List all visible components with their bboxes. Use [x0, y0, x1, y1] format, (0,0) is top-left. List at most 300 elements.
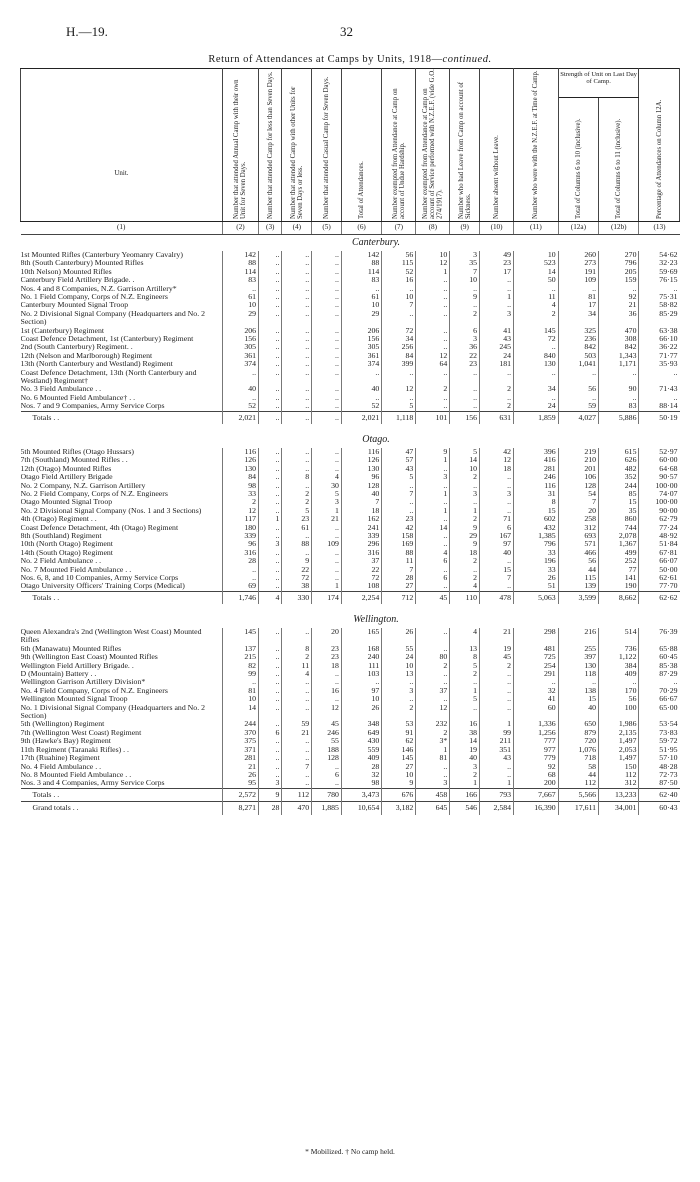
value-cell: .. — [259, 473, 282, 481]
value-cell: 31 — [514, 490, 559, 498]
value-cell: 53 — [382, 720, 416, 728]
value-cell: .. — [416, 293, 450, 301]
value-cell: 200 — [514, 779, 559, 788]
value-cell: 156 — [341, 335, 381, 343]
value-cell: 4 — [312, 473, 342, 481]
unit-name: 12th (Nelson and Marlborough) Regiment — [20, 351, 153, 360]
value-cell: 191 — [558, 268, 598, 276]
value-cell: 97 — [341, 687, 381, 695]
table-row — [21, 507, 680, 515]
value-cell: .. — [450, 498, 480, 506]
value-cell: 10 — [450, 276, 480, 284]
value-cell: 62·79 — [639, 515, 680, 523]
value-cell: 99 — [222, 670, 258, 678]
value-cell: 1,497 — [599, 737, 639, 745]
value-cell: 54·62 — [639, 251, 680, 259]
value-cell: 481 — [514, 645, 559, 653]
col3-header: Number that attended Camp for less than Seven Days. — [259, 69, 282, 222]
value-cell: 145 — [222, 628, 258, 645]
value-cell: 4 — [450, 628, 480, 645]
title-continued: continued. — [442, 54, 492, 65]
value-cell: 83 — [599, 402, 639, 411]
value-cell: 26 — [222, 771, 258, 779]
value-cell: 14 — [450, 456, 480, 464]
value-cell: 76·39 — [639, 628, 680, 645]
value-cell: 796 — [599, 259, 639, 267]
value-cell: 3 — [450, 335, 480, 343]
value-cell: .. — [259, 549, 282, 557]
value-cell: 240 — [341, 653, 381, 661]
column-number: (11) — [514, 222, 559, 235]
value-cell: 111 — [341, 662, 381, 670]
value-cell: 82 — [222, 662, 258, 670]
value-cell: 725 — [514, 653, 559, 661]
value-cell: .. — [382, 695, 416, 703]
value-cell: 466 — [558, 549, 598, 557]
value-cell: .. — [382, 394, 416, 402]
column-number-row — [21, 222, 680, 235]
value-cell: 3 — [480, 490, 514, 498]
unit-name: D (Mountain) Battery . . — [20, 670, 97, 679]
table-row — [21, 653, 680, 661]
value-cell: 7 — [558, 498, 598, 506]
table-row — [21, 582, 680, 591]
value-cell: 840 — [514, 352, 559, 360]
value-cell: 75·31 — [639, 293, 680, 301]
value-cell: 2 — [282, 653, 312, 661]
value-cell: .. — [312, 385, 342, 393]
column-header-row — [21, 69, 680, 98]
value-cell: 40 — [341, 385, 381, 393]
value-cell: 130 — [341, 465, 381, 473]
value-cell: 3 — [450, 490, 480, 498]
value-cell: .. — [416, 670, 450, 678]
value-cell: 15 — [514, 507, 559, 515]
value-cell: 7 — [450, 268, 480, 276]
value-cell: 28 — [259, 802, 282, 815]
value-cell: 8 — [282, 473, 312, 481]
value-cell: 50 — [514, 276, 559, 284]
table-row — [21, 327, 680, 335]
value-cell: 62 — [382, 737, 416, 745]
value-cell: .. — [282, 276, 312, 284]
value-cell: 10 — [222, 301, 258, 309]
value-cell: 34 — [382, 335, 416, 343]
table-row — [21, 301, 680, 309]
value-cell: 26 — [382, 628, 416, 645]
value-cell: 60·45 — [639, 653, 680, 661]
value-cell: 190 — [599, 582, 639, 591]
value-cell: 38 — [282, 582, 312, 591]
value-cell: .. — [312, 251, 342, 259]
strength-header: Strength of Unit on Last Day of Camp. — [558, 69, 639, 98]
value-cell: 169 — [382, 540, 416, 548]
value-cell: 80 — [416, 653, 450, 661]
table-row — [21, 687, 680, 695]
value-cell: 1 — [416, 268, 450, 276]
value-cell: 523 — [514, 259, 559, 267]
col8-header: Number exempted from Attendance at Camp on account of Service performed with N.Z.E.F. (vide G.O. 274/1917). — [416, 69, 450, 222]
value-cell: 5 — [450, 695, 480, 703]
value-cell: 112 — [282, 788, 312, 801]
value-cell: 3 — [382, 687, 416, 695]
value-cell: .. — [480, 473, 514, 481]
value-cell: .. — [416, 276, 450, 284]
value-cell: .. — [259, 276, 282, 284]
col9-header: Number who had Leave from Camp on account of Sickness. — [450, 69, 480, 222]
value-cell: .. — [222, 566, 258, 574]
value-cell: .. — [312, 402, 342, 411]
value-cell: 87·29 — [639, 670, 680, 678]
value-cell: .. — [312, 301, 342, 309]
value-cell: 10 — [222, 695, 258, 703]
value-cell: 51·95 — [639, 746, 680, 754]
value-cell: 34 — [558, 310, 598, 327]
value-cell: 9 — [259, 788, 282, 801]
value-cell: 7 — [480, 574, 514, 582]
unit-name: Grand totals . . — [21, 802, 223, 815]
value-cell: 2 — [450, 574, 480, 582]
value-cell: 720 — [558, 737, 598, 745]
table-row — [21, 771, 680, 779]
value-cell: 20 — [312, 628, 342, 645]
value-cell: .. — [259, 532, 282, 540]
value-cell: 210 — [558, 456, 598, 464]
value-cell: 312 — [558, 524, 598, 532]
value-cell: 1 — [480, 293, 514, 301]
value-cell: .. — [282, 285, 312, 293]
value-cell: 650 — [558, 720, 598, 728]
value-cell: 796 — [514, 540, 559, 548]
value-cell: 7 — [382, 490, 416, 498]
value-cell: 61 — [222, 293, 258, 301]
value-cell: 1 — [259, 515, 282, 523]
value-cell: .. — [312, 532, 342, 540]
value-cell: 4 — [259, 591, 282, 604]
value-cell: .. — [599, 369, 639, 386]
value-cell: 61 — [341, 293, 381, 301]
value-cell: .. — [312, 695, 342, 703]
table-row — [21, 498, 680, 506]
value-cell: 325 — [558, 327, 598, 335]
value-cell: 19 — [480, 645, 514, 653]
table-row — [21, 343, 680, 351]
table-row — [21, 385, 680, 393]
value-cell: 62·61 — [639, 574, 680, 582]
value-cell: 146 — [382, 746, 416, 754]
value-cell: .. — [282, 385, 312, 393]
value-cell: 5 — [282, 507, 312, 515]
value-cell: 50·19 — [639, 411, 680, 424]
value-cell: .. — [450, 482, 480, 490]
section-heading-row — [21, 432, 680, 448]
value-cell: .. — [222, 394, 258, 402]
unit-name: No. 1 Field Company, Corps of N.Z. Engineers — [20, 293, 168, 301]
value-cell: 52 — [222, 402, 258, 411]
value-cell: 40 — [558, 704, 598, 721]
value-cell: 165 — [341, 628, 381, 645]
value-cell: 98 — [341, 779, 381, 788]
table-row — [21, 465, 680, 473]
value-cell: 631 — [480, 411, 514, 424]
value-cell: .. — [282, 310, 312, 327]
value-cell: 32 — [341, 771, 381, 779]
value-cell: 88 — [282, 540, 312, 548]
col12b-header: Total of Columns 6 to 11 (inclusive). — [599, 98, 639, 222]
value-cell: 40 — [450, 754, 480, 762]
value-cell: 3 — [312, 498, 342, 506]
value-cell: 546 — [450, 802, 480, 815]
unit-name: Nos. 6, 8, and 10 Companies, Army Service Corps — [20, 573, 179, 582]
value-cell: 69 — [222, 582, 258, 591]
value-cell: .. — [259, 456, 282, 464]
value-cell: 63·38 — [639, 327, 680, 335]
value-cell: 116 — [222, 448, 258, 456]
value-cell: 2,254 — [341, 591, 381, 604]
value-cell: 112 — [558, 779, 598, 788]
value-cell: 1,171 — [599, 360, 639, 368]
value-cell: .. — [259, 498, 282, 506]
value-cell: .. — [282, 327, 312, 335]
unit-name: 7th (Wellington West Coast) Regiment — [20, 728, 142, 737]
value-cell: 9 — [382, 779, 416, 788]
value-cell: .. — [282, 352, 312, 360]
value-cell: 470 — [282, 802, 312, 815]
value-cell: 36 — [599, 310, 639, 327]
value-cell: 126 — [222, 456, 258, 464]
value-cell: .. — [282, 360, 312, 368]
value-cell: 58·82 — [639, 301, 680, 309]
value-cell: 26 — [514, 574, 559, 582]
value-cell: .. — [259, 507, 282, 515]
value-cell: 2 — [282, 490, 312, 498]
value-cell: 64·68 — [639, 465, 680, 473]
value-cell: .. — [259, 402, 282, 411]
unit-name: Canterbury Field Artillery Brigade. . — [20, 276, 135, 285]
value-cell: .. — [382, 678, 416, 686]
value-cell: .. — [416, 327, 450, 335]
value-cell: 2 — [450, 473, 480, 481]
value-cell: 56 — [558, 557, 598, 565]
value-cell: 14 — [450, 737, 480, 745]
col6-header: Total of Attendances. — [341, 69, 381, 222]
value-cell: .. — [282, 335, 312, 343]
value-cell: 9 — [282, 557, 312, 565]
unit-name: 10th (North Otago) Regiment — [20, 540, 113, 549]
value-cell: .. — [599, 678, 639, 686]
value-cell: 416 — [514, 456, 559, 464]
value-cell: .. — [282, 259, 312, 267]
table-row — [21, 729, 680, 737]
unit-name: No. 1 Divisional Signal Company (Headquarters and No. 2 Section) — [20, 703, 205, 721]
footnote: * Mobilized. † No camp held. — [305, 1147, 395, 1156]
value-cell: .. — [282, 704, 312, 721]
value-cell: 59 — [558, 402, 598, 411]
value-cell: 110 — [450, 591, 480, 604]
value-cell: 16 — [382, 276, 416, 284]
value-cell: 1 — [450, 687, 480, 695]
value-cell: .. — [259, 582, 282, 591]
value-cell: .. — [259, 746, 282, 754]
value-cell: .. — [312, 411, 342, 424]
value-cell: 9 — [416, 448, 450, 456]
unit-name: No. 4 Field Ambulance . . — [20, 762, 102, 771]
value-cell: 2,021 — [341, 411, 381, 424]
value-cell: 18 — [312, 662, 342, 670]
unit-name: Otago Mounted Signal Troop — [20, 498, 113, 507]
value-cell: 2,572 — [222, 788, 258, 801]
value-cell: .. — [514, 343, 559, 351]
value-cell: .. — [259, 293, 282, 301]
value-cell: 409 — [599, 670, 639, 678]
value-cell: .. — [259, 557, 282, 565]
value-cell: .. — [259, 268, 282, 276]
value-cell: 2 — [450, 557, 480, 565]
unit-name: No. 2 Divisional Signal Company (Headquarters and No. 2 Section) — [20, 309, 205, 327]
value-cell: 118 — [558, 670, 598, 678]
value-cell: 375 — [222, 737, 258, 745]
value-cell: 64 — [416, 360, 450, 368]
value-cell: 2 — [480, 402, 514, 411]
value-cell: .. — [312, 549, 342, 557]
unit-name: 12th (Otago) Mounted Rifles — [20, 464, 112, 473]
value-cell: 21 — [312, 515, 342, 523]
value-cell: .. — [222, 285, 258, 293]
value-cell: 17 — [558, 301, 598, 309]
value-cell: 70·29 — [639, 687, 680, 695]
column-number: (8) — [416, 222, 450, 235]
column-number: (12a) — [558, 222, 598, 235]
value-cell: .. — [450, 566, 480, 574]
value-cell: 43 — [382, 465, 416, 473]
value-cell: 83 — [341, 276, 381, 284]
value-cell: 77·70 — [639, 582, 680, 591]
value-cell: .. — [312, 465, 342, 473]
value-cell: 4,027 — [558, 411, 598, 424]
value-cell: 51·84 — [639, 540, 680, 548]
value-cell: 7 — [341, 498, 381, 506]
value-cell: 5,063 — [514, 591, 559, 604]
value-cell: 254 — [514, 662, 559, 670]
value-cell: .. — [416, 402, 450, 411]
value-cell: 62·40 — [639, 788, 680, 801]
value-cell: 351 — [480, 746, 514, 754]
unit-name: Nos. 4 and 8 Companies, N.Z. Garrison Artillery* — [20, 284, 177, 293]
value-cell: 298 — [514, 628, 559, 645]
value-cell: 2 — [450, 310, 480, 327]
col11-header: Number who were with the N.Z.E.F. at Time of Camp. — [514, 69, 559, 222]
value-cell: .. — [480, 301, 514, 309]
value-cell: .. — [416, 335, 450, 343]
value-cell: 206 — [341, 327, 381, 335]
value-cell: 40 — [341, 490, 381, 498]
value-cell: 50·00 — [639, 566, 680, 574]
value-cell: .. — [282, 737, 312, 745]
value-cell: 255 — [558, 645, 598, 653]
value-cell: 72·73 — [639, 771, 680, 779]
value-cell: .. — [259, 352, 282, 360]
value-cell: 5 — [382, 402, 416, 411]
value-cell: 371 — [222, 746, 258, 754]
value-cell: 72 — [341, 574, 381, 582]
value-cell: 308 — [599, 335, 639, 343]
value-cell: 29 — [341, 310, 381, 327]
value-cell: 9 — [450, 524, 480, 532]
value-cell: 246 — [514, 473, 559, 481]
value-cell: 42 — [480, 448, 514, 456]
value-cell: 1,336 — [514, 720, 559, 728]
value-cell: 339 — [222, 532, 258, 540]
value-cell: 2,021 — [222, 411, 258, 424]
value-cell: .. — [341, 369, 381, 386]
value-cell: 15 — [558, 695, 598, 703]
value-cell: .. — [416, 394, 450, 402]
value-cell: 8 — [450, 653, 480, 661]
value-cell: 3,473 — [341, 788, 381, 801]
value-cell: 32 — [514, 687, 559, 695]
value-cell: 23 — [312, 645, 342, 653]
value-cell: 67·81 — [639, 549, 680, 557]
value-cell: 244 — [599, 482, 639, 490]
value-cell: 780 — [312, 788, 342, 801]
value-cell: 62·62 — [639, 591, 680, 604]
value-cell: 87·50 — [639, 779, 680, 788]
value-cell: 23 — [450, 360, 480, 368]
value-cell: 6 — [416, 557, 450, 565]
value-cell: 35 — [599, 507, 639, 515]
value-cell: 1 — [450, 507, 480, 515]
unit-name: Otago Field Artillery Brigade — [20, 473, 113, 482]
value-cell: 130 — [558, 662, 598, 670]
value-cell: 245 — [480, 343, 514, 351]
value-cell: 35·93 — [639, 360, 680, 368]
value-cell: 291 — [514, 670, 559, 678]
value-cell: 2 — [282, 498, 312, 506]
value-cell: 270 — [599, 251, 639, 259]
value-cell: .. — [480, 704, 514, 721]
value-cell: 1 — [416, 507, 450, 515]
value-cell: 1 — [480, 720, 514, 728]
value-cell: 10 — [341, 301, 381, 309]
value-cell: 6 — [416, 574, 450, 582]
value-cell: .. — [416, 301, 450, 309]
value-cell: 156 — [222, 335, 258, 343]
value-cell: .. — [259, 720, 282, 728]
value-cell: 126 — [341, 456, 381, 464]
unit-name: Totals . . — [21, 788, 223, 801]
value-cell: .. — [514, 369, 559, 386]
value-cell: 100·00 — [639, 498, 680, 506]
value-cell: 32·23 — [639, 259, 680, 267]
value-cell: 2,053 — [599, 746, 639, 754]
value-cell: 571 — [558, 540, 598, 548]
table-row — [21, 678, 680, 686]
value-cell: 458 — [416, 788, 450, 801]
value-cell: 361 — [222, 352, 258, 360]
table-row — [21, 566, 680, 574]
value-cell: .. — [416, 285, 450, 293]
value-cell: .. — [450, 394, 480, 402]
value-cell: 236 — [558, 335, 598, 343]
value-cell: .. — [259, 259, 282, 267]
value-cell: 170 — [599, 687, 639, 695]
value-cell: 24 — [514, 402, 559, 411]
value-cell: 95 — [222, 779, 258, 788]
value-cell: 7 — [382, 566, 416, 574]
value-cell: 1 — [416, 746, 450, 754]
value-cell: 432 — [514, 524, 559, 532]
value-cell: .. — [259, 251, 282, 259]
